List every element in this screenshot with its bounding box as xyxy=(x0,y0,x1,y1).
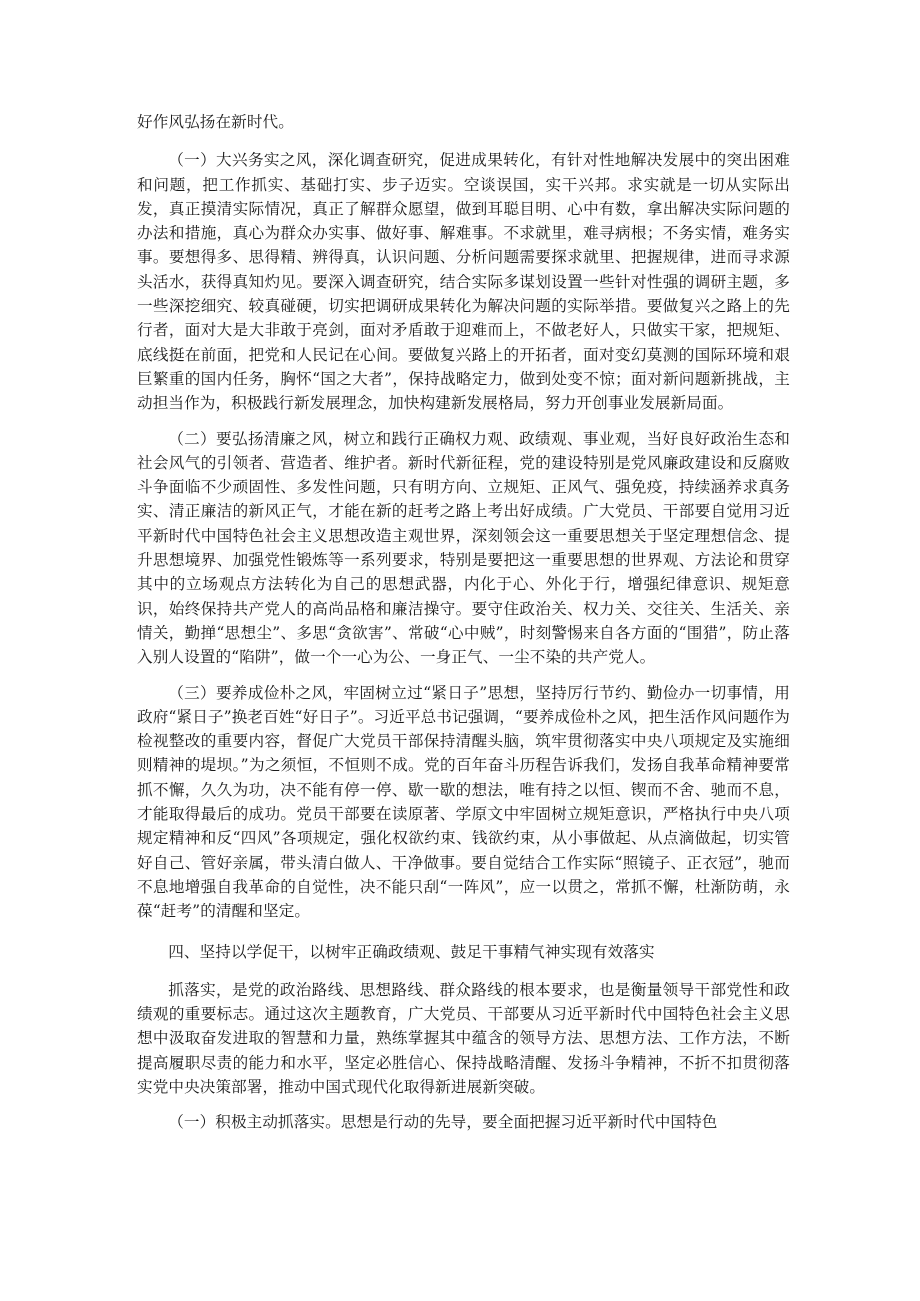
section-heading-4: 四、坚持以学促干，以树牢正确政绩观、鼓足干事精气神实现有效落实 xyxy=(168,942,655,961)
paragraph-zlsh: 抓落实，是党的政治路线、思想路线、群众路线的根本要求，也是衡量领导干部党性和政绩观的重要标志。通过这次主题教育，广大党员、干部要从习近平新时代中国特色社会主义思想中汲取奋发进取的智慧和力量，熟练掌握其中蕴含的领导方法、思想方法、工作方法，不断提高履职尽责的能力和水平，坚定必胜信心、保持战略清醒、发扬斗争精神，不折不扣贯彻落实党中央决策部署，推动中国式现代化取得新进展新突破。 xyxy=(137,980,790,1096)
paragraph-jjzdzls: （一）积极主动抓落实。思想是行动的先导，要全面把握习近平新时代中国特色 xyxy=(168,1113,718,1132)
paragraph-dxwszf: （一）大兴务实之风，深化调查研究，促进成果转化，有针对性地解决发展中的突出困难和问题，把工作抓实、基础打实、步子迈实。空谈误国，实干兴邦。求实就是一切从实际出发，真正摸清实际情况，真正了解群众愿望，做到耳聪目明、心中有数，拿出解决实际问题的办法和措施，真心为群众办实事、做好事、解难事。不求就里，难寻病根；不务实情，难务实事。要想得多、思得精、辨得真，认识问题、分析问题需要探求就里、把握规律，进而寻求源头活水，获得真知灼见。要深入调查研究，结合实际多谋划设置一些针对性强的调研主题，多一些深挖细究、较真碰硬，切实把调研成果转化为解决问题的实际举措。要做复兴之路上的先行者，面对大是大非敢于亮剑，面对矛盾敢于迎难而上，不做老好人，只做实干家，把规矩、底线挺在前面，把党和人民记在心间。要做复兴路上的开拓者，面对变幻莫测的国际环境和艰巨繁重的国内任务，胸怀“国之大者”，保持战略定力，做到处变不惊；面对新问题新挑战，主动担当作为，积极践行新发展理念，加快构建新发展格局，努力开创事业发展新局面。 xyxy=(137,151,790,413)
paragraph-continuation: 好作风弘扬在新时代。 xyxy=(137,113,294,131)
paragraph-jpzf: （三）要养成俭朴之风，牢固树立过“紧日子”思想，坚持厉行节约、勤俭办一切事情，用政府“紧日子”换老百姓“好日子”。习近平总书记强调，“要养成俭朴之风，把生活作风问题作为检视整改的重要内容，督促广大党员干部保持清醒头脑，筑牢贯彻落实中央八项规定及实施细则精神的堤坝。”为之须恒，不恒则不成。党的百年奋斗历程告诉我们，发扬自我革命精神要常抓不懈，久久为功，决不能有停一停、歇一歇的想法，唯有持之以恒、锲而不舍、驰而不息，才能取得最后的成功。党员干部要在读原著、学原文中牢固树立规矩意识，严格执行中央八项规定精神和反“四风”各项规定，强化权欲约束、钱欲约束，从小事做起、从点滴做起，切实管好自己、管好亲属，带头清白做人、干净做事。要自觉结合工作实际“照镜子、正衣冠”，驰而不息地增强自我革命的自觉性，决不能只刮“一阵风”，应一以贯之，常抓不懈，杜渐防萌，永葆“赶考”的清醒和坚定。 xyxy=(137,683,790,921)
paragraph-qlzf: （二）要弘扬清廉之风，树立和践行正确权力观、政绩观、事业观，当好良好政治生态和社会风气的引领者、营造者、维护者。新时代新征程，党的建设特别是党风廉政建设和反腐败斗争面临不少顽固性、多发性问题，只有明方向、立规矩、正风气、强免疫，持续涵养求真务实、清正廉洁的新风正气，才能在新的赶考之路上考出好成绩。广大党员、干部要自觉用习近平新时代中国特色社会主义思想改造主观世界，深刻领会这一重要思想关于坚定理想信念、提升思想境界、加强党性锻炼等一系列要求，特别是要把这一重要思想的世界观、方法论和贯穿其中的立场观点方法转化为自己的思想武器，内化于心、外化于行，增强纪律意识、规矩意识，始终保持共产党人的高尚品格和廉洁操守。要守住政治关、权力关、交往关、生活关、亲情关，勤掸“思想尘”、多思“贪欲害”、常破“心中贼”，时刻警惕来自各方面的“围猎”，防止落入别人设置的“陷阱”，做一个一心为公、一身正气、一尘不染的共产党人。 xyxy=(137,429,790,667)
